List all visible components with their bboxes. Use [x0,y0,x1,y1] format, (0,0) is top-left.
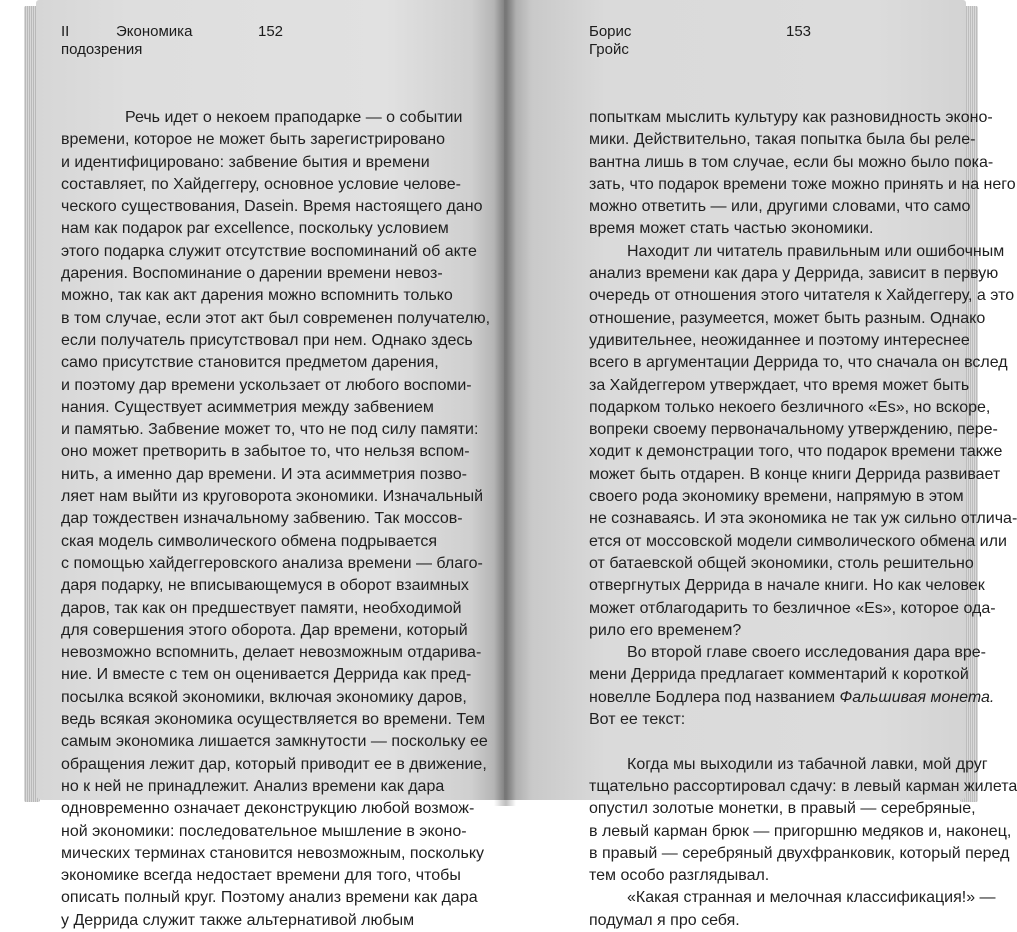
book-gutter-shadow [494,0,516,806]
text-line: и поэтому дар времени ускользает от любого воспоми- [61,376,472,394]
text-line: мических терминах становится невозможным, поскольку [61,844,484,862]
text-line: всего в аргументации Деррида то, что сначала он вслед [589,354,1008,372]
text-line: в том случае, если этот акт был современен получателю, [61,309,491,327]
text-line: мики. Действительно, такая попытка была бы реле- [589,131,976,149]
text-line: может быть отдарен. В конце книги Деррида развивает [589,465,1001,483]
text-line: если получатель присутствовал при нем. Однако здесь [61,331,473,349]
text-line: обращения лежит дар, который приводит ее в движение, [61,755,487,773]
text-line: очередь от отношения этого читателя к Хайдеггеру, а это [589,287,1015,305]
text-line: ческого существования, Dasein. Время настоящего дано [61,198,483,216]
text-line: за Хайдеггером утверждает, что время может быть [589,376,970,394]
text-line: описать полный круг. Поэтому анализ времени как дара [61,889,478,907]
page-number-right: 153 [786,23,812,40]
running-head-author-line2: Гройс [589,41,629,58]
text-line: нить, а именно дар времени. И эта асимметрия позво- [61,465,467,483]
text-line: удивительнее, неожиданнее и поэтому интереснее [589,331,970,349]
text-line: но к ней не принадлежит. Анализ времени как дара [61,777,445,795]
quote-line: подумал я про себя. [589,911,740,929]
text-line: Речь идет о некоем праподарке — о событии [125,109,463,126]
text-line: не сознаваясь. И эта экономика не так уж сильно отлича- [589,510,1017,528]
running-head-author-line1: Борис [589,23,632,40]
text-line: может отблагодарить то безличное «Es», которое ода- [589,599,996,617]
quote-line: Когда мы выходили из табачной лавки, мой друг [627,755,988,773]
text-line: невозможно вспомнить, делает невозможным отдарива- [61,644,482,662]
text-line: ется от моссовской модели символического обмена или [589,532,1007,550]
quote-line: тщательно рассортировал сдачу: в левый карман жилета [589,777,1017,795]
text-line: ние. И вместе с тем он оценивается Деррида как пред- [61,666,472,684]
text-line: и идентифицировано: забвение бытия и времени [61,153,430,171]
quote-line: «Какая странная и мелочная классификация!» — [627,889,996,907]
text-line: дар тождествен изначальному забвению. Так моссов- [61,510,463,528]
text-line: мени Деррида предлагает комментарий к короткой [589,666,969,684]
running-head-title-line2: подозрения [61,41,143,58]
text-line: своего рода экономику времени, напрямую в этом [589,488,964,506]
text-line: для совершения этого оборота. Дар времени, который [61,621,468,639]
text-line: можно ответить — или, другими словами, что само [589,198,971,216]
text-line: отношение, разумеется, может быть разным. Однако [589,309,986,327]
text-line: посылка всякой экономики, включая экономику даров, [61,688,467,706]
text-line: у Деррида служит также альтернативой любым [61,911,415,929]
right-page [504,0,1017,929]
text-line: рило его временем? [589,621,742,639]
right-page-body [589,107,1017,932]
text-line: ляет нам выйти из круговорота экономики. Изначальный [61,488,484,506]
text-line: этого подарка служит отсутствие воспоминаний об акте [61,242,477,260]
text-line: даров, так как он предшествует памяти, необходимой [61,599,462,617]
text-line: с помощью хайдеггеровского анализа времени — благо- [61,554,483,572]
novella-title: Фальшивая монета. [839,688,995,706]
text-line: можно, так как акт дарения можно вспомнить только [61,287,453,305]
text-line: ходит к демонстрации того, что подарок времени также [589,443,1003,461]
text-line: отвергнутых Деррида в начале книги. Но как человек [589,577,985,595]
text-line: зать, что подарок времени тоже можно принять и на него [589,175,1016,193]
text-line: экономике всегда недостает времени для того, чтобы [61,867,461,885]
text-line: подарком только некоего безличного «Es», но вскоре, [589,398,991,416]
quote-line: тем особо разглядывал. [589,867,770,885]
page-number-left: 152 [258,23,284,40]
text-line: попыткам мыслить культуру как разновидность эконо- [589,109,993,126]
text-line: ной экономики: последовательное мышление в эконо- [61,822,467,840]
text-line: вантна лишь в том случае, если бы можно было пока- [589,153,994,171]
text-line: дарения. Воспоминание о дарении времени невоз- [61,265,443,283]
text-line [589,687,1017,709]
text-line: самым экономика лишается замкнутости — поскольку ее [61,733,488,751]
spacer [589,731,1017,753]
left-page [36,0,504,929]
text-line: Во второй главе своего исследования дара вре- [627,644,986,662]
text-line: время может стать частью экономики. [589,220,874,238]
text-line: ведь всякая экономика осуществляется во времени. Тем [61,711,486,729]
quote-line: в левый карман брюк — пригоршню медяков и, наконец, [589,822,1012,840]
text-line: нания. Существует асимметрия между забвением [61,398,434,416]
text-line: само присутствие становится предметом дарения, [61,354,439,372]
section-number: II [61,23,70,40]
text-line: вопреки своему первоначальному утверждению, пере- [589,421,998,439]
left-page-body [61,107,490,932]
text-fragment: новелле Бодлера под названием [589,688,836,706]
text-line: оно может претворить в забытое то, что нельзя вспом- [61,443,470,461]
text-line: составляет, по Хайдеггеру, основное условие челове- [61,175,461,193]
text-line: Вот ее текст: [589,711,686,729]
text-line: от батаевской общей экономики, столь решительно [589,554,974,572]
text-line: анализ времени как дара у Деррида, зависит в первую [589,265,999,283]
text-line: времени, которое не может быть зарегистрировано [61,131,446,149]
running-head-title-line1: Экономика [116,23,193,40]
quote-line: опустил золотые монетки, в правый — серебряные, [589,800,976,818]
quote-line: в правый — серебряный двухфранковик, который перед [589,844,1010,862]
text-line: Находит ли читатель правильным или ошибочным [627,242,1005,260]
text-line: одновременно означает деконструкцию любой возмож- [61,800,475,818]
text-line: нам как подарок par excellence, поскольку условием [61,220,449,238]
text-line: даря подарку, не вписывающемуся в оборот взаимных [61,577,469,595]
text-line: ская модель символического обмена подрывается [61,532,438,550]
text-line: и памятью. Забвение может то, что не под силу памяти: [61,421,479,439]
